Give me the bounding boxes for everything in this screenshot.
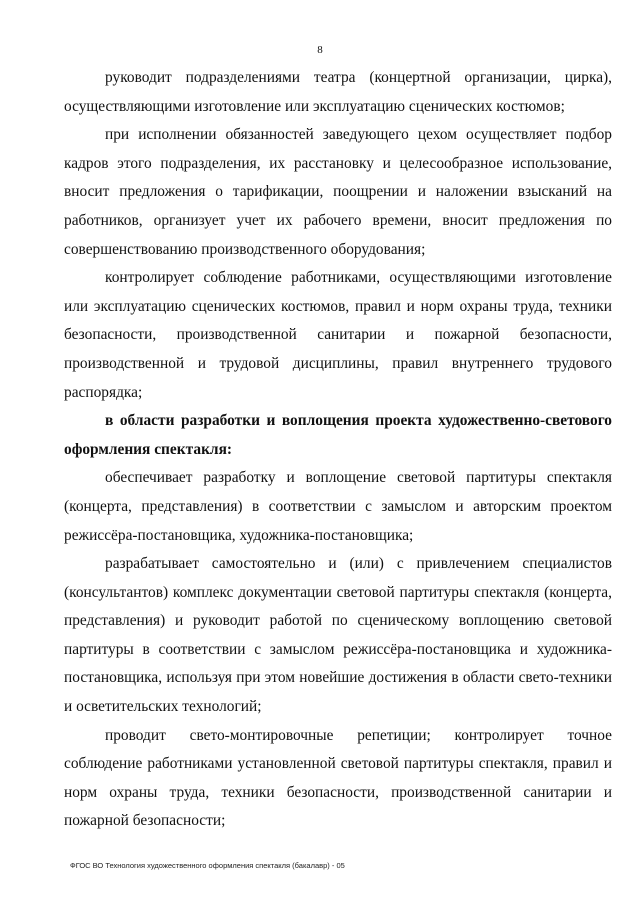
paragraph: обеспечивает разработку и воплощение световой партитуры спектакля (концерта, представления) в соответствии с замыслом и авторским проектом режиссёра-постановщика, художника-постановщика; bbox=[64, 469, 612, 544]
body-text bbox=[64, 64, 612, 836]
page-footer: ФГОС ВО Технология художественного оформления спектакля (бакалавр) - 05 bbox=[70, 861, 345, 870]
section-heading: в области разработки и воплощения проекта художественно-светового оформления спектакля: bbox=[64, 412, 612, 458]
paragraph: контролирует соблюдение работниками, осуществляющими изготовление или эксплуатацию сценических костюмов, правил и норм охраны труда, техники безопасности, производственной санитарии и пожарной безопасности, производственной и трудовой дисциплины, правил внутреннего трудового распорядка; bbox=[64, 269, 612, 401]
paragraph: проводит свето-монтировочные репетиции; контролирует точное соблюдение работниками установленной световой партитуры спектакля, правил и норм охраны труда, техники безопасности, производственной санитарии и пожарной безопасности; bbox=[64, 726, 612, 830]
page-number: 8 bbox=[317, 44, 323, 56]
paragraph: разрабатывает самостоятельно и (или) с привлечением специалистов (консультантов) комплекс документации световой партитуры спектакля (концерта, представления) и руководит работой по сценическому воплощению световой партитуры в соответствии с замыслом режиссёра-постановщика и художника-постановщика, используя при этом новейшие достижения в области свето-техники и осветительских технологий; bbox=[64, 555, 612, 716]
paragraph: руководит подразделениями театра (концертной организации, цирка), осуществляющими изготовление или эксплуатацию сценических костюмов; bbox=[64, 69, 612, 115]
paragraph: при исполнении обязанностей заведующего цехом осуществляет подбор кадров этого подразделения, их расстановку и целесообразное использование, вносит предложения о тарификации, поощрении и наложении взысканий на работников, организует учет их рабочего времени, вносит предложения по совершенствованию производственного оборудования; bbox=[64, 126, 612, 258]
